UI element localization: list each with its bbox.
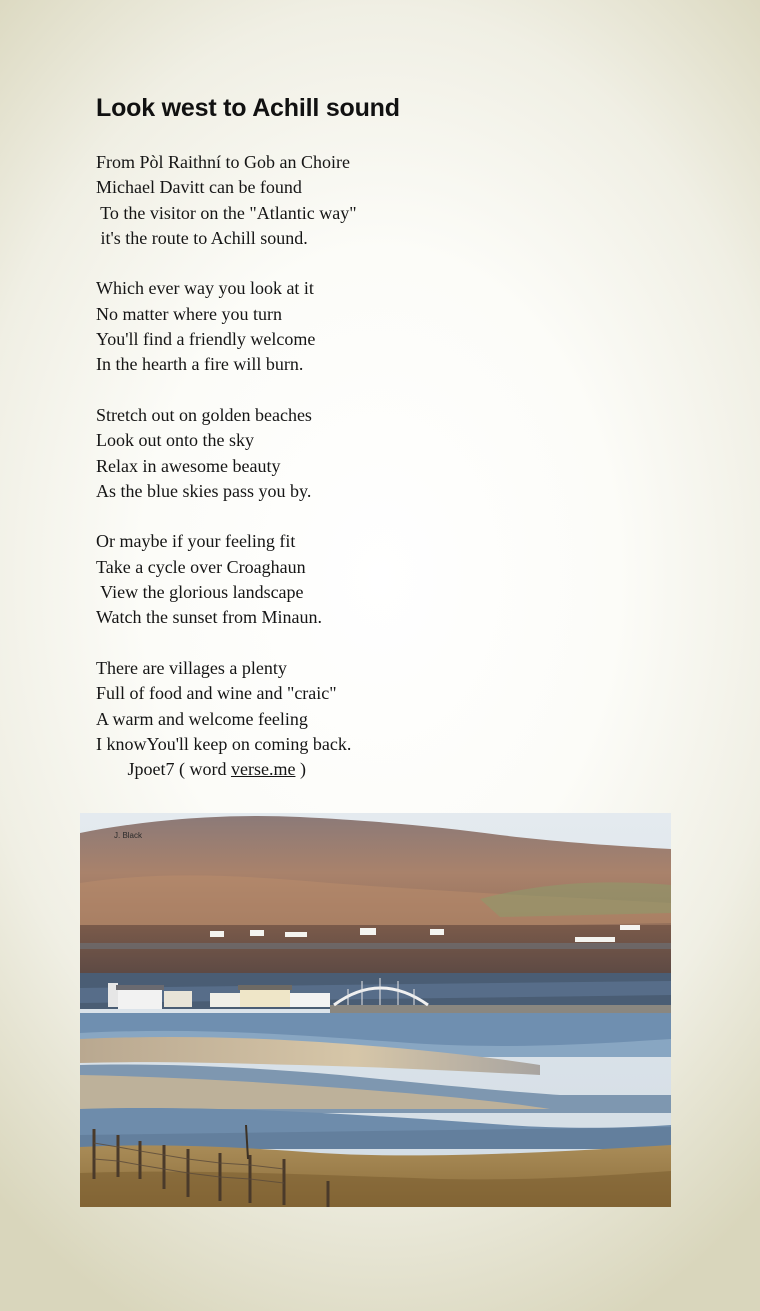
poem-line: To the visitor on the "Atlantic way" — [96, 202, 357, 223]
poem-line: Watch the sunset from Minaun. — [96, 607, 323, 628]
poem-line: I knowYou'll keep on coming back. — [96, 733, 352, 754]
signature-prefix: Jpoet7 ( word — [96, 759, 231, 780]
poem-line: View the glorious landscape — [96, 582, 304, 603]
stanza — [96, 276, 656, 377]
poem-body — [96, 150, 656, 782]
poem-line: As the blue skies pass you by. — [96, 480, 312, 501]
poem-line: Relax in awesome beauty — [96, 455, 281, 476]
stanza — [96, 656, 656, 757]
photo-credit: J. Black — [114, 831, 143, 840]
poem-title: Look west to Achill sound — [96, 94, 400, 122]
achill-sound-landscape-image — [80, 813, 671, 1207]
poem-line: Which ever way you look at it — [96, 278, 314, 299]
poem-line: From Pòl Raithní to Gob an Choire — [96, 152, 350, 172]
stanza — [96, 403, 656, 504]
stanza — [96, 150, 656, 251]
signature-suffix: ) — [295, 759, 306, 780]
poem-line: Look out onto the sky — [96, 430, 254, 451]
poem-line: it's the route to Achill sound. — [96, 227, 308, 248]
poem-line: Take a cycle over Croaghaun — [96, 556, 306, 577]
poem-line: Or maybe if your feeling fit — [96, 531, 296, 552]
poem-line: Stretch out on golden beaches — [96, 404, 312, 425]
poem-line: Michael Davitt can be found — [96, 177, 302, 198]
poem-line: Full of food and wine and "craic" — [96, 683, 337, 704]
poem-line: A warm and welcome feeling — [96, 708, 308, 729]
verse-me-link[interactable]: verse.me — [230, 759, 296, 780]
poem-line: You'll find a friendly welcome — [96, 329, 316, 350]
poem-line: In the hearth a fire will burn. — [96, 354, 304, 375]
poem-line: No matter where you turn — [96, 303, 282, 324]
poem-line: There are villages a plenty — [96, 657, 287, 678]
stanza — [96, 529, 656, 630]
landscape-photo — [80, 813, 671, 1207]
signature — [96, 757, 656, 782]
